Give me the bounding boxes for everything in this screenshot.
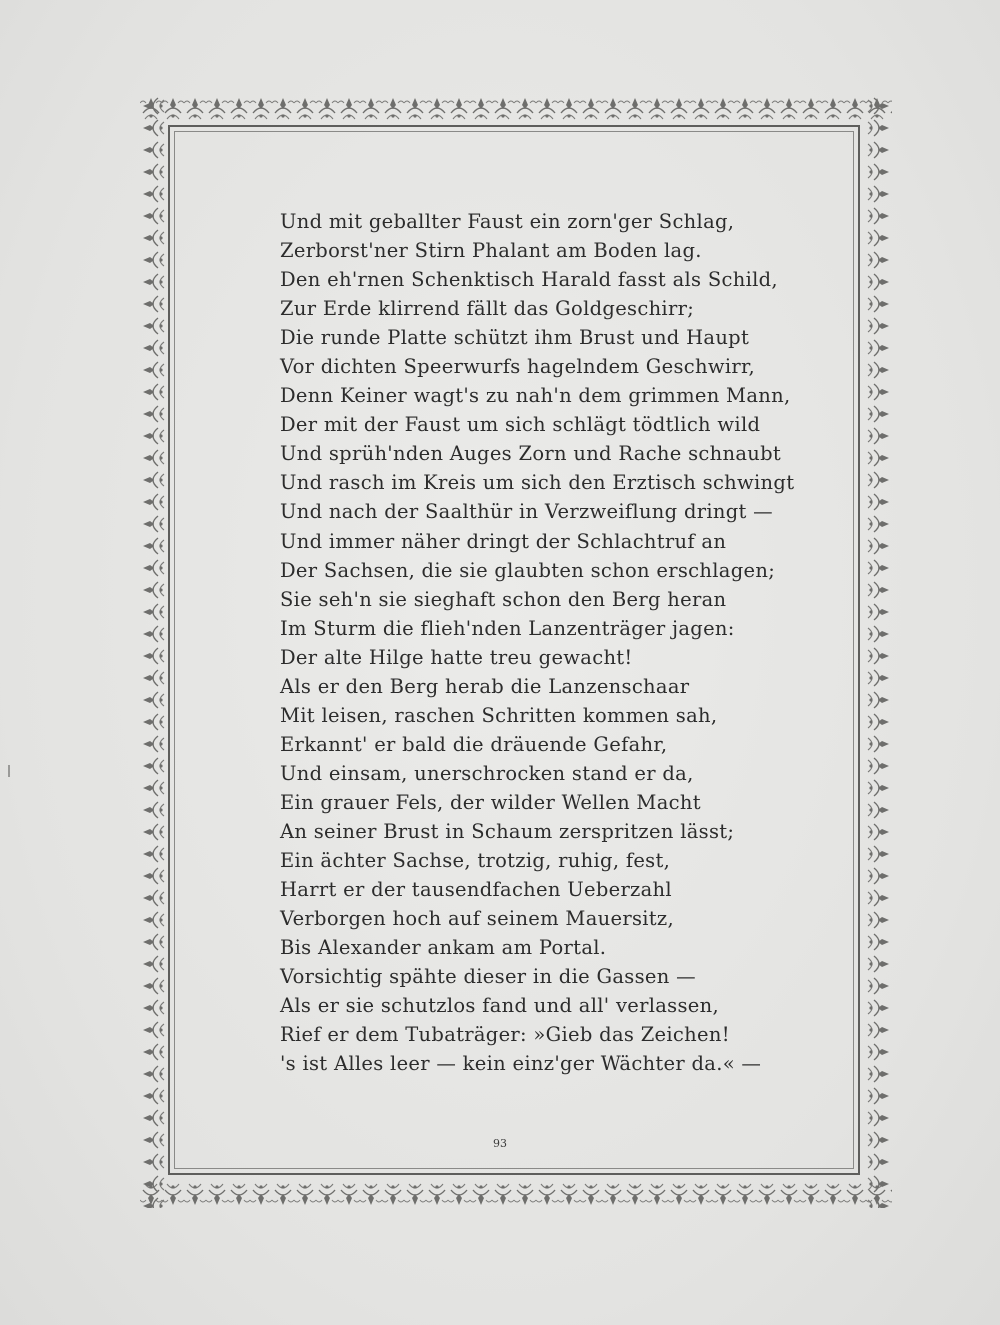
poem-line: Und immer näher dringt der Schlachtruf an — [280, 529, 727, 553]
poem-line: Verborgen hoch auf seinem Mauersitz, — [280, 907, 674, 931]
poem-line: Erkannt' er bald die dräuende Gefahr, — [280, 732, 668, 756]
poem-line: Harrt er der tausendfachen Ueberzahl — [280, 878, 672, 902]
poem-line: 's ist Alles leer — kein einz'ger Wächter da.« — — [280, 1052, 762, 1076]
ornament-border-bottom — [140, 1180, 892, 1208]
poem-line: Ein ächter Sachse, trotzig, ruhig, fest, — [280, 849, 671, 873]
poem-line: Bis Alexander ankam am Portal. — [280, 936, 607, 960]
poem-line: Und einsam, unerschrocken stand er da, — [280, 761, 694, 785]
poem-line: Und sprüh'nden Auges Zorn und Rache schnaubt — [280, 442, 782, 466]
poem-line: Zur Erde klirrend fällt das Goldgeschirr; — [280, 297, 695, 321]
ornament-border-left — [140, 95, 168, 1208]
paper-mark — [8, 765, 10, 777]
poem-line: Den eh'rnen Schenktisch Harald fasst als Schild, — [280, 268, 778, 292]
poem-line: Rief er dem Tubaträger: »Gieb das Zeichen! — [280, 1023, 730, 1047]
poem-line: Der mit der Faust um sich schlägt tödtlich wild — [280, 413, 761, 437]
poem-line: Die runde Platte schützt ihm Brust und Haupt — [280, 326, 750, 350]
poem-line: Und mit geballter Faust ein zorn'ger Schlag, — [280, 210, 735, 233]
poem-line: Mit leisen, raschen Schritten kommen sah, — [280, 703, 718, 727]
poem-line: Vor dichten Speerwurfs hagelndem Geschwirr, — [280, 355, 755, 379]
poem-line: Der Sachsen, die sie glaubten schon erschlagen; — [280, 558, 776, 582]
poem-line: Sie seh'n sie sieghaft schon den Berg heran — [280, 587, 727, 611]
page-number: 93 — [493, 1137, 507, 1150]
poem-line: Denn Keiner wagt's zu nah'n dem grimmen Mann, — [280, 384, 791, 408]
poem-line: Zerborst'ner Stirn Phalant am Boden lag. — [280, 239, 702, 263]
poem-text — [280, 207, 840, 1078]
poem-line: Ein grauer Fels, der wilder Wellen Macht — [280, 790, 701, 814]
poem-line: Vorsichtig spähte dieser in die Gassen — — [280, 965, 696, 989]
poem-line: An seiner Brust in Schaum zerspritzen lässt; — [280, 819, 735, 843]
poem-line: Der alte Hilge hatte treu gewacht! — [280, 645, 633, 669]
poem-line: Und nach der Saalthür in Verzweiflung dringt — — [280, 500, 773, 524]
poem-line: Als er den Berg herab die Lanzenschaar — [280, 674, 690, 698]
poem-line: Als er sie schutzlos fand und all' verlassen, — [280, 994, 719, 1018]
ornament-border-right — [864, 95, 892, 1208]
poem-line: Und rasch im Kreis um sich den Erztisch schwingt — [280, 471, 795, 495]
poem-line: Im Sturm die flieh'nden Lanzenträger jagen: — [280, 616, 735, 640]
ornament-border-top — [140, 95, 892, 123]
